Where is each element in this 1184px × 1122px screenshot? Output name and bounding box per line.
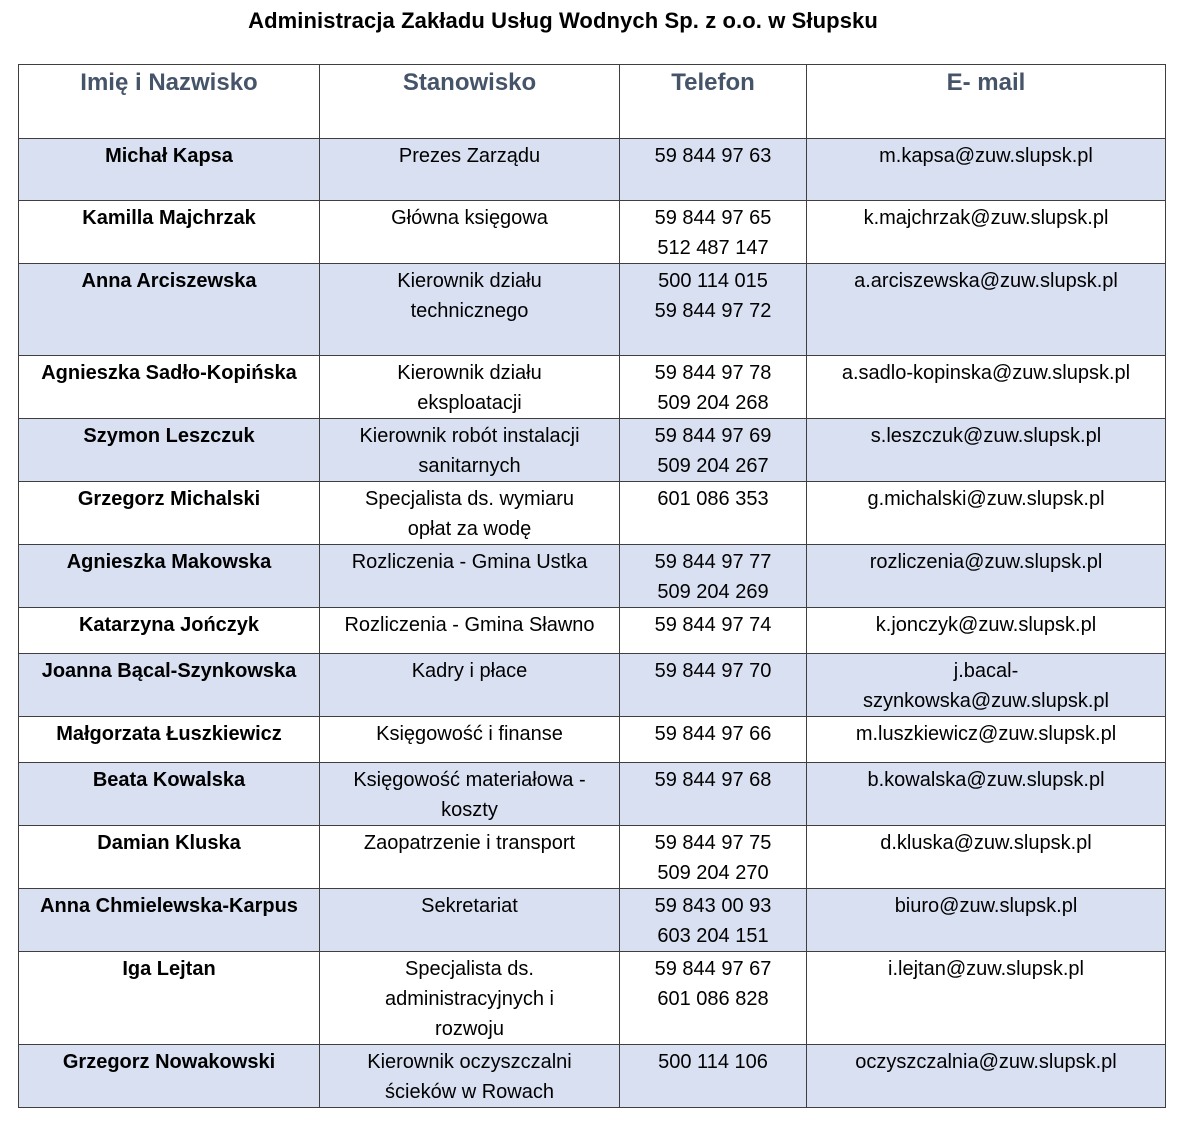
- position-cell: [320, 654, 620, 717]
- email-line[interactable]: k.majchrzak@zuw.slupsk.pl: [863, 207, 1109, 229]
- position-line: Zaopatrzenie i transport: [363, 832, 576, 854]
- position-cell: [320, 608, 620, 654]
- employee-name-cell: Szymon Leszczuk: [19, 419, 320, 482]
- phone-line: 59 844 97 75: [654, 832, 772, 854]
- email-line[interactable]: szynkowska@zuw.slupsk.pl: [863, 690, 1109, 712]
- position-line: Rozliczenia - Gmina Sławno: [344, 614, 595, 636]
- position-cell: [320, 763, 620, 826]
- position-line: Specjalista ds. wymiaru: [365, 488, 574, 510]
- phone-line: 59 844 97 66: [654, 723, 772, 745]
- phone-cell: [620, 482, 807, 545]
- position-line: Rozliczenia - Gmina Ustka: [351, 551, 588, 573]
- position-line: Kierownik robót instalacji: [359, 425, 580, 447]
- employee-name-cell: Agnieszka Makowska: [19, 545, 320, 608]
- position-line: Kierownik działu: [397, 362, 542, 384]
- employee-name-cell: Joanna Bącal-Szynkowska: [19, 654, 320, 717]
- phone-line: 500 114 015: [658, 270, 768, 292]
- email-cell: [807, 356, 1166, 419]
- position-line: rozwoju: [435, 1018, 504, 1040]
- employee-name-cell: Damian Kluska: [19, 826, 320, 889]
- position-line: Specjalista ds.: [405, 958, 534, 980]
- employee-name-cell: Anna Chmielewska-Karpus: [19, 889, 320, 952]
- table-row: [19, 654, 1166, 717]
- position-line: ścieków w Rowach: [385, 1081, 554, 1103]
- email-line[interactable]: m.kapsa@zuw.slupsk.pl: [879, 145, 1093, 167]
- position-line: Księgowość materiałowa -: [353, 769, 586, 791]
- table-row: [19, 201, 1166, 264]
- phone-line: 601 086 828: [657, 988, 769, 1010]
- employee-name-cell: Katarzyna Jończyk: [19, 608, 320, 654]
- phone-line: 59 844 97 69: [654, 425, 772, 447]
- position-line: technicznego: [410, 300, 529, 322]
- email-cell: [807, 201, 1166, 264]
- phone-cell: [620, 826, 807, 889]
- phone-line: 601 086 353: [657, 488, 769, 510]
- position-line: Kierownik oczyszczalni: [367, 1051, 572, 1073]
- email-cell: [807, 952, 1166, 1045]
- email-cell: [807, 419, 1166, 482]
- phone-cell: [620, 952, 807, 1045]
- email-line[interactable]: d.kluska@zuw.slupsk.pl: [880, 832, 1092, 854]
- position-cell: [320, 419, 620, 482]
- email-line[interactable]: s.leszczuk@zuw.slupsk.pl: [870, 425, 1102, 447]
- position-line: administracyjnych i: [385, 988, 554, 1010]
- employee-name-cell: Małgorzata Łuszkiewicz: [19, 717, 320, 763]
- staff-contact-table: [18, 64, 1166, 1108]
- phone-line: 59 844 97 77: [654, 551, 772, 573]
- table-row: [19, 419, 1166, 482]
- phone-line: 59 843 00 93: [654, 895, 772, 917]
- email-cell: [807, 763, 1166, 826]
- phone-cell: [620, 419, 807, 482]
- phone-line: 59 844 97 63: [654, 145, 772, 167]
- position-line: opłat za wodę: [407, 518, 532, 540]
- email-cell: [807, 717, 1166, 763]
- email-line[interactable]: a.arciszewska@zuw.slupsk.pl: [854, 270, 1118, 292]
- phone-line: 603 204 151: [657, 925, 769, 947]
- email-cell: [807, 608, 1166, 654]
- phone-line: 509 204 267: [657, 455, 769, 477]
- position-line: Księgowość i finanse: [376, 723, 563, 745]
- phone-line: 59 844 97 74: [654, 614, 772, 636]
- phone-cell: [620, 717, 807, 763]
- position-cell: [320, 545, 620, 608]
- email-line[interactable]: rozliczenia@zuw.slupsk.pl: [869, 551, 1103, 573]
- column-header-phone: Telefon: [620, 65, 807, 139]
- column-header-position: Stanowisko: [320, 65, 620, 139]
- table-row: [19, 826, 1166, 889]
- employee-name-cell: Grzegorz Michalski: [19, 482, 320, 545]
- table-row: [19, 717, 1166, 763]
- phone-line: 512 487 147: [657, 237, 769, 259]
- phone-line: 509 204 270: [657, 862, 769, 884]
- phone-line: 59 844 97 65: [654, 207, 772, 229]
- phone-cell: [620, 356, 807, 419]
- phone-line: 59 844 97 70: [654, 660, 772, 682]
- email-cell: [807, 139, 1166, 201]
- position-line: Główna księgowa: [391, 207, 548, 229]
- employee-name-cell: Iga Lejtan: [19, 952, 320, 1045]
- phone-line: 59 844 97 67: [654, 958, 772, 980]
- position-cell: [320, 356, 620, 419]
- phone-cell: [620, 608, 807, 654]
- table-row: [19, 356, 1166, 419]
- email-cell: [807, 545, 1166, 608]
- employee-name-cell: Michał Kapsa: [19, 139, 320, 201]
- page-title: Administracja Zakładu Usług Wodnych Sp. z o.o. w Słupsku: [248, 8, 878, 33]
- column-header-email: E- mail: [807, 65, 1166, 139]
- email-cell: [807, 889, 1166, 952]
- position-line: sanitarnych: [418, 455, 521, 477]
- employee-name-cell: Kamilla Majchrzak: [19, 201, 320, 264]
- position-line: Prezes Zarządu: [398, 145, 541, 167]
- table-row: [19, 1045, 1166, 1108]
- position-line: koszty: [441, 799, 498, 821]
- table-row: [19, 608, 1166, 654]
- email-cell: [807, 826, 1166, 889]
- phone-cell: [620, 1045, 807, 1108]
- position-cell: [320, 201, 620, 264]
- table-row: [19, 545, 1166, 608]
- position-line: Sekretariat: [421, 895, 518, 917]
- email-line[interactable]: m.luszkiewicz@zuw.slupsk.pl: [855, 723, 1117, 745]
- position-cell: [320, 717, 620, 763]
- phone-line: 509 204 269: [657, 581, 769, 603]
- email-line[interactable]: g.michalski@zuw.slupsk.pl: [867, 488, 1105, 510]
- email-line[interactable]: oczyszczalnia@zuw.slupsk.pl: [855, 1051, 1117, 1073]
- position-cell: [320, 139, 620, 201]
- phone-cell: [620, 545, 807, 608]
- phone-line: 500 114 106: [658, 1051, 768, 1073]
- email-line[interactable]: b.kowalska@zuw.slupsk.pl: [867, 769, 1105, 791]
- email-cell: [807, 1045, 1166, 1108]
- phone-cell: [620, 763, 807, 826]
- position-line: Kadry i płace: [411, 660, 528, 682]
- position-cell: [320, 1045, 620, 1108]
- table-row: [19, 889, 1166, 952]
- phone-cell: [620, 264, 807, 356]
- phone-cell: [620, 654, 807, 717]
- email-line[interactable]: i.lejtan@zuw.slupsk.pl: [888, 958, 1084, 980]
- table-row: [19, 763, 1166, 826]
- employee-name-cell: Beata Kowalska: [19, 763, 320, 826]
- email-cell: [807, 482, 1166, 545]
- email-line[interactable]: biuro@zuw.slupsk.pl: [894, 895, 1078, 917]
- email-line[interactable]: a.sadlo-kopinska@zuw.slupsk.pl: [841, 362, 1131, 384]
- phone-cell: [620, 139, 807, 201]
- table-row: [19, 482, 1166, 545]
- phone-line: 59 844 97 78: [654, 362, 772, 384]
- email-line[interactable]: j.bacal-: [953, 660, 1019, 682]
- position-cell: [320, 264, 620, 356]
- table-header-row: [19, 65, 1166, 139]
- table-row: [19, 139, 1166, 201]
- employee-name-cell: Anna Arciszewska: [19, 264, 320, 356]
- position-cell: [320, 482, 620, 545]
- position-line: Kierownik działu: [397, 270, 542, 292]
- phone-line: 509 204 268: [657, 392, 769, 414]
- email-cell: [807, 654, 1166, 717]
- phone-cell: [620, 889, 807, 952]
- position-cell: [320, 952, 620, 1045]
- column-header-name: Imię i Nazwisko: [19, 65, 320, 139]
- phone-cell: [620, 201, 807, 264]
- email-line[interactable]: k.jonczyk@zuw.slupsk.pl: [875, 614, 1097, 636]
- table-row: [19, 264, 1166, 356]
- table-row: [19, 952, 1166, 1045]
- email-cell: [807, 264, 1166, 356]
- position-cell: [320, 826, 620, 889]
- employee-name-cell: Agnieszka Sadło-Kopińska: [19, 356, 320, 419]
- position-line: eksploatacji: [417, 392, 522, 414]
- position-cell: [320, 889, 620, 952]
- phone-line: 59 844 97 72: [654, 300, 772, 322]
- phone-line: 59 844 97 68: [654, 769, 772, 791]
- employee-name-cell: Grzegorz Nowakowski: [19, 1045, 320, 1108]
